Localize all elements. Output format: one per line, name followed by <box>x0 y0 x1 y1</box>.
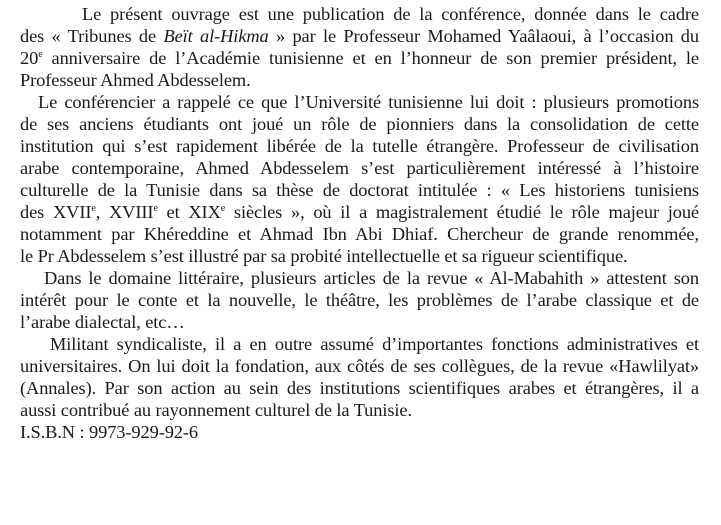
paragraph-3-line-1: Dans le domaine littéraire, plusieurs articles de la revue « Al-Mabahith » attestent son <box>44 268 699 288</box>
paragraph-4-line-4: aussi contribué au rayonnement culturel de la Tunisie. <box>20 400 412 420</box>
paragraph-4-line-2: universitaires. On lui doit la fondation, aux côtés de ses collègues, de la revue «Hawlilyat» <box>20 356 699 376</box>
isbn-number: I.S.B.N : 9973-929-92-6 <box>20 422 199 442</box>
paragraph-1-line-4: Professeur Ahmed Abdesselem. <box>20 70 251 90</box>
paragraph-2-line-6: des XVIIe, XVIIIe et XIXe siècles », où il a magistralement étudié le rôle majeur joué <box>20 202 699 222</box>
paragraph-2-line-5: culturelle de la Tunisie dans sa thèse de doctorat intitulée : « Les historiens tunisiens <box>20 180 699 200</box>
paragraph-1-line-2: des « Tribunes de Beït al-Hikma » par le Professeur Mohamed Yaâlaoui, à l’occasion du <box>20 26 699 46</box>
paragraph-2-line-3: institution qui s’est rapidement libérée de la tutelle étrangère. Professeur de civilisation <box>20 136 699 156</box>
paragraph-2-line-8: le Pr Abdesselem s’est illustré par sa probité intellectuelle et sa rigueur scientifique. <box>20 246 628 266</box>
paragraph-2-line-2: de ses anciens étudiants ont joué un rôle de pionniers dans la consolidation de cette <box>20 114 699 134</box>
paragraph-1-line-1: Le présent ouvrage est une publication de la conférence, donnée dans le cadre <box>82 4 699 24</box>
paragraph-2-line-7: notamment par Khéreddine et Ahmad Ibn Abi Dhiaf. Chercheur de grande renommée, <box>20 224 699 244</box>
paragraph-1-line-3: 20e anniversaire de l’Académie tunisienne et en l’honneur de son premier président, le <box>20 48 699 68</box>
paragraph-2-line-4: arabe contemporaine, Ahmed Abdesselem s’est particulièrement intéressé à l’histoire <box>20 158 699 178</box>
paragraph-3-line-3: l’arabe dialectal, etc… <box>20 312 185 332</box>
paragraph-4-line-3: (Annales). Par son action au sein des institutions scientifiques arabes et étrangères, il a <box>20 378 699 398</box>
paragraph-4-line-1: Militant syndicaliste, il a en outre assumé d’importantes fonctions administratives et <box>50 334 699 354</box>
publication-series-title: Beït al-Hikma <box>163 26 269 46</box>
paragraph-2-line-1: Le conférencier a rappelé ce que l’Université tunisienne lui doit : plusieurs promotions <box>38 92 699 112</box>
paragraph-3-line-2: intérêt pour le conte et la nouvelle, le théâtre, les problèmes de l’arabe classique et de <box>20 290 699 310</box>
